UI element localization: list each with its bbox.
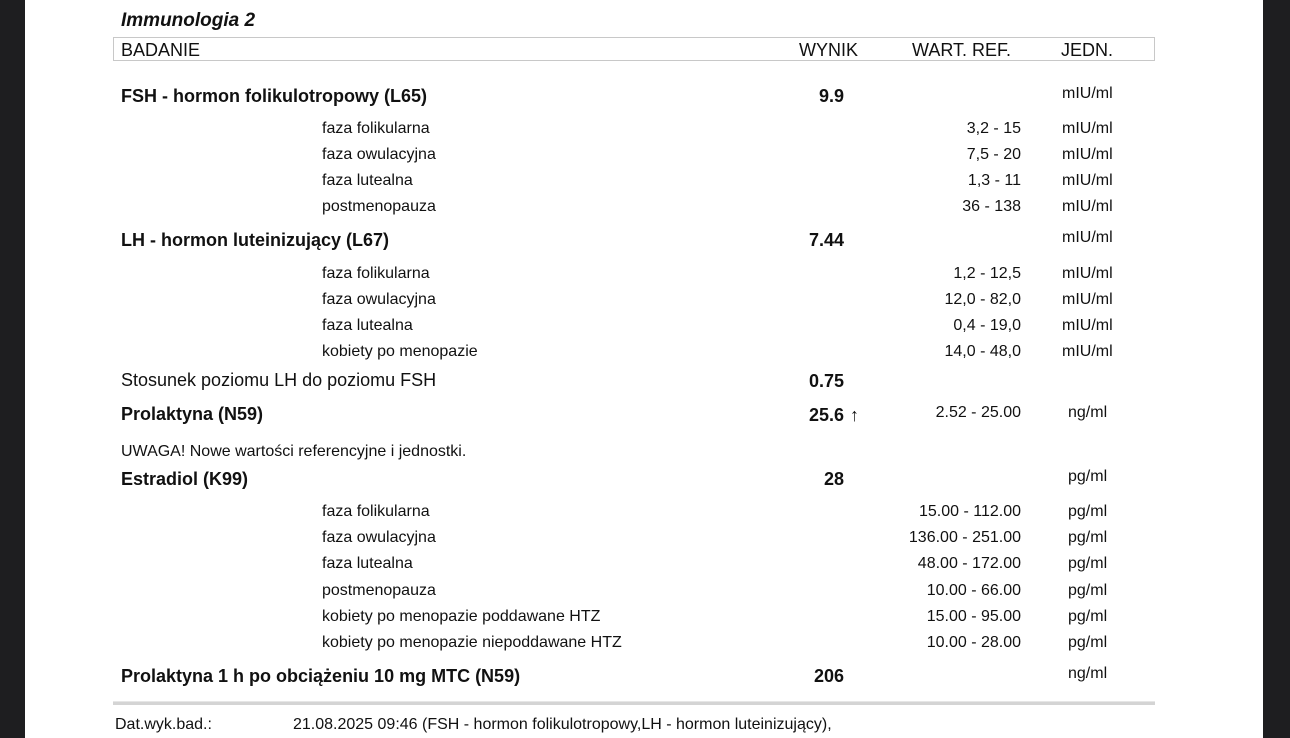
range-unit: mIU/ml bbox=[1062, 265, 1113, 282]
range-value: 15.00 - 95.00 bbox=[926, 608, 1021, 625]
test-result: 206 bbox=[814, 666, 845, 686]
range-value: 1,2 - 12,5 bbox=[953, 265, 1021, 282]
test-name: Estradiol (K99) bbox=[121, 469, 249, 489]
range-unit: pg/ml bbox=[1068, 529, 1108, 546]
range-label: faza owulacyjna bbox=[322, 529, 436, 546]
range-unit: pg/ml bbox=[1068, 555, 1108, 572]
test-unit: mIU/ml bbox=[1062, 85, 1113, 102]
range-label: postmenopauza bbox=[322, 198, 436, 215]
range-label: kobiety po menopazie poddawane HTZ bbox=[322, 608, 601, 625]
range-label: faza folikularna bbox=[322, 503, 430, 520]
test-name: LH - hormon luteinizujący (L67) bbox=[121, 230, 390, 250]
lab-report-page bbox=[25, 0, 1263, 738]
test-result: 7.44 bbox=[809, 230, 845, 250]
range-label: kobiety po menopazie bbox=[322, 343, 478, 360]
range-label: faza lutealna bbox=[322, 317, 413, 334]
viewer-background-right bbox=[1263, 0, 1290, 738]
range-label: faza lutealna bbox=[322, 172, 413, 189]
test-unit: ng/ml bbox=[1068, 665, 1108, 682]
range-value: 0,4 - 19,0 bbox=[953, 317, 1021, 334]
range-label: faza owulacyjna bbox=[322, 291, 436, 308]
footer-value: 21.08.2025 09:46 (FSH - hormon folikulotropowy,LH - hormon luteinizujący), bbox=[293, 716, 832, 733]
test-name: Prolaktyna (N59) bbox=[121, 404, 264, 424]
range-unit: mIU/ml bbox=[1062, 343, 1113, 360]
arrow-up-icon: ↑ bbox=[850, 405, 860, 425]
range-label: faza lutealna bbox=[322, 555, 413, 572]
range-value: 36 - 138 bbox=[962, 198, 1021, 215]
range-unit: mIU/ml bbox=[1062, 120, 1113, 137]
result-value: 25.6 bbox=[809, 405, 845, 425]
range-value: 1,3 - 11 bbox=[967, 172, 1021, 189]
range-unit: pg/ml bbox=[1068, 634, 1108, 651]
range-label: kobiety po menopazie niepoddawane HTZ bbox=[322, 634, 622, 651]
range-value: 10.00 - 66.00 bbox=[926, 582, 1021, 599]
test-name: Prolaktyna 1 h po obciążeniu 10 mg MTC (N59) bbox=[121, 666, 521, 686]
range-unit: mIU/ml bbox=[1062, 146, 1113, 163]
section-title: Immunologia 2 bbox=[121, 10, 256, 31]
range-label: faza owulacyjna bbox=[322, 146, 436, 163]
column-header-unit: JEDN. bbox=[1061, 40, 1114, 60]
range-value: 48.00 - 172.00 bbox=[917, 555, 1021, 572]
range-value: 10.00 - 28.00 bbox=[926, 634, 1021, 651]
range-value: 136.00 - 251.00 bbox=[908, 529, 1021, 546]
column-header-reference: WART. REF. bbox=[912, 40, 1012, 60]
range-value: 14,0 - 48,0 bbox=[944, 343, 1021, 360]
test-unit: pg/ml bbox=[1068, 468, 1108, 485]
test-unit: mIU/ml bbox=[1062, 229, 1113, 246]
range-value: 7,5 - 20 bbox=[966, 146, 1021, 163]
range-label: postmenopauza bbox=[322, 582, 436, 599]
range-label: faza folikularna bbox=[322, 265, 430, 282]
range-unit: pg/ml bbox=[1068, 503, 1108, 520]
footer-label: Dat.wyk.bad.: bbox=[115, 716, 212, 733]
test-name: FSH - hormon folikulotropowy (L65) bbox=[121, 86, 427, 106]
test-name: Stosunek poziomu LH do poziomu FSH bbox=[121, 370, 437, 390]
test-result: 9.9 bbox=[819, 86, 845, 106]
range-unit: mIU/ml bbox=[1062, 291, 1113, 308]
range-unit: mIU/ml bbox=[1062, 172, 1113, 189]
range-unit: pg/ml bbox=[1068, 608, 1108, 625]
test-result: 28 bbox=[824, 469, 845, 489]
range-value: 12,0 - 82,0 bbox=[944, 291, 1021, 308]
test-result bbox=[809, 405, 859, 426]
range-value: 15.00 - 112.00 bbox=[918, 503, 1021, 520]
note-warning: UWAGA! Nowe wartości referencyjne i jednostki. bbox=[121, 443, 467, 460]
range-unit: mIU/ml bbox=[1062, 198, 1113, 215]
range-value: 3,2 - 15 bbox=[966, 120, 1021, 137]
test-result: 0.75 bbox=[809, 371, 845, 391]
range-unit: pg/ml bbox=[1068, 582, 1108, 599]
range-unit: mIU/ml bbox=[1062, 317, 1113, 334]
range-label: faza folikularna bbox=[322, 120, 430, 137]
section-divider bbox=[113, 701, 1155, 705]
column-header-result: WYNIK bbox=[799, 40, 859, 60]
column-header-test: BADANIE bbox=[121, 40, 201, 60]
test-reference: 2.52 - 25.00 bbox=[935, 404, 1021, 421]
test-unit: ng/ml bbox=[1068, 404, 1108, 421]
